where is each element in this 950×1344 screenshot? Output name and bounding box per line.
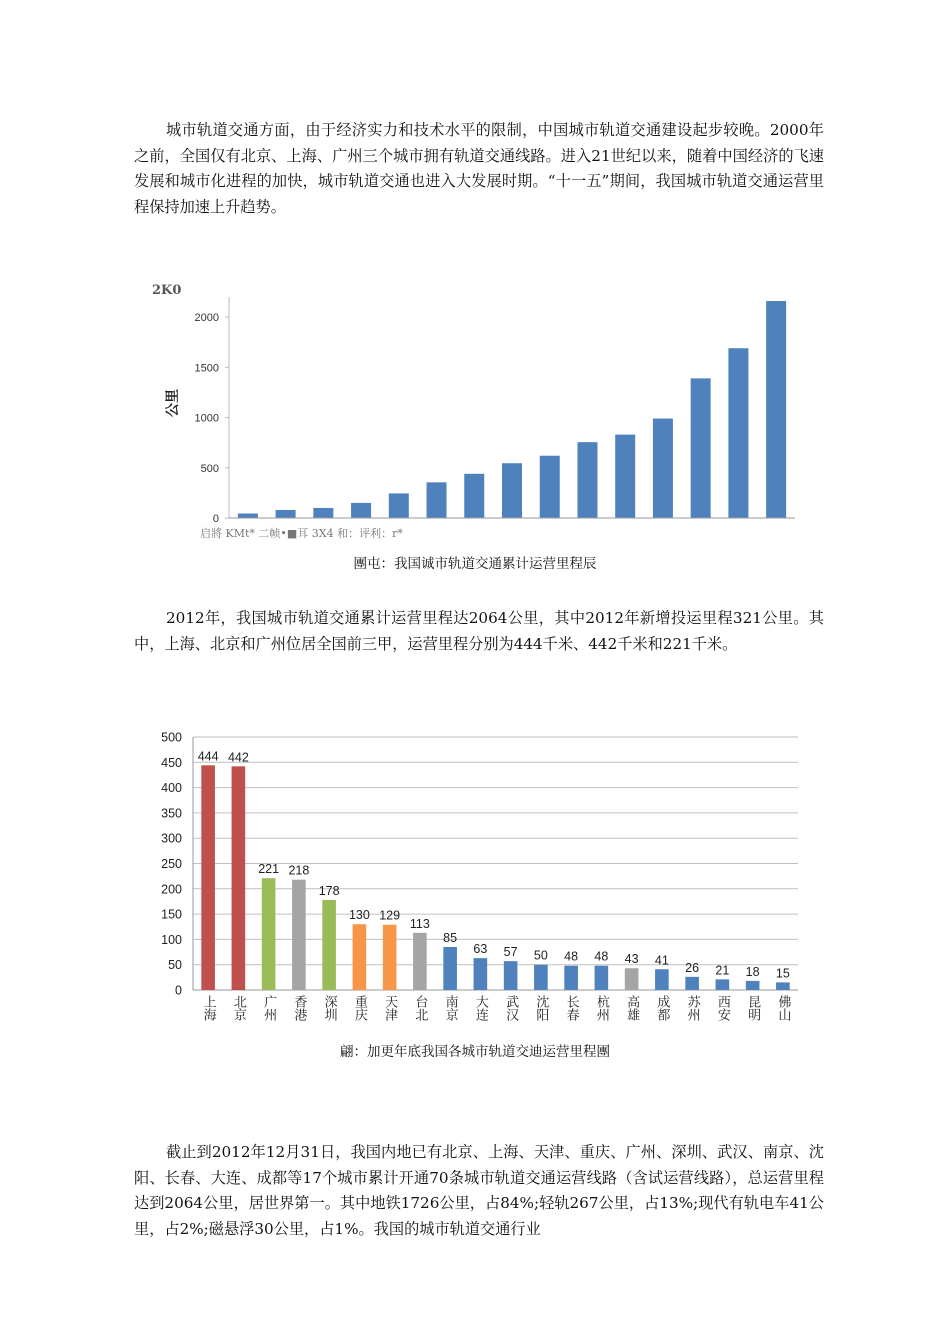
- intro-paragraph: 城市轨道交通方面，由于经济实力和技术水平的限制，中国城市轨道交通建设起步较晚。2000年之前，全国仅有北京、上海、广州三个城市拥有轨道交通线路。进入21世纪以来，随着中国经济的飞速发展和城市化进程的加快，城市轨道交通也进入大发展时期。“十一五”期间，我国城市轨道交通运营里程保持加速上升趋势。: [134, 121, 824, 216]
- chart1-bar: [238, 513, 258, 518]
- chart2-bar: [716, 979, 730, 990]
- chart1-bar: [464, 474, 484, 518]
- chart2-bar: [746, 981, 760, 990]
- chart2-bar: [474, 958, 488, 990]
- chart1-bar: [502, 463, 522, 518]
- chart2-bar: [413, 933, 427, 990]
- chart2-value-label: 129: [379, 908, 401, 923]
- chart1-bar: [313, 508, 333, 518]
- chart2-y-tick-label: 400: [161, 781, 182, 796]
- chart2-value-label: 18: [745, 964, 760, 979]
- chart1-bar: [653, 419, 673, 518]
- chart2-bar: [685, 977, 699, 990]
- chart2-bar: [262, 878, 276, 990]
- chart1-bar: [577, 442, 597, 518]
- chart2-category-label: 沈阳: [533, 995, 549, 1021]
- city-mileage-chart: [0, 728, 950, 1048]
- chart2-value-label: 130: [348, 908, 370, 923]
- chart2-category-label: 南京: [442, 995, 458, 1021]
- chart2-category-label: 上海: [200, 995, 216, 1021]
- chart2-category-label: 苏州: [684, 995, 700, 1021]
- chart2-bar: [232, 766, 246, 990]
- chart2-bar: [595, 966, 609, 990]
- chart1-bar: [691, 378, 711, 518]
- chart1-y-tick-label: 2000: [194, 312, 219, 325]
- chart1-y-tick-label: 0: [212, 513, 219, 525]
- chart2-value-label: 63: [473, 942, 488, 957]
- chart2-value-label: 50: [533, 948, 548, 963]
- chart2-y-tick-label: 200: [161, 882, 182, 897]
- chart2-category-label: 佛山: [775, 995, 791, 1021]
- chart2-value-label: 178: [318, 883, 340, 898]
- chart1-bar: [766, 301, 786, 518]
- chart2-category-label: 西安: [714, 995, 730, 1021]
- chart1-bar: [540, 456, 560, 518]
- chart2-category-label: 重庆: [351, 995, 367, 1021]
- chart2-category-label: 长春: [563, 995, 579, 1021]
- cumulative-mileage-chart: [0, 275, 950, 545]
- chart2-value-label: 43: [624, 952, 639, 967]
- chart2-bar: [776, 982, 790, 990]
- chart1-bar: [728, 348, 748, 518]
- chart2-value-label: 221: [258, 862, 280, 877]
- chart2-value-label: 21: [715, 963, 730, 978]
- chart1-caption: 團屯：我国诚市轨道交通累计运营里程辰: [353, 556, 597, 572]
- chart1-bar: [427, 482, 447, 518]
- chart2-category-label: 台北: [412, 995, 428, 1021]
- chart2-value-label: 15: [775, 966, 790, 981]
- chart2-category-label: 天津: [382, 995, 398, 1021]
- chart1-y-tick-label: 1000: [194, 412, 219, 425]
- chart2-bar: [383, 925, 397, 990]
- chart2-y-tick-label: 0: [175, 983, 182, 998]
- chart1-bar: [351, 503, 371, 518]
- chart1-y-tick-label: 1500: [194, 362, 219, 375]
- chart2-value-label: 113: [409, 916, 430, 931]
- chart2-y-tick-label: 300: [161, 831, 182, 846]
- chart2-value-label: 48: [564, 949, 579, 964]
- chart1-x-axis-text: 启將 KMt* 二帧•■耳 3X4 和：评利：r*: [200, 527, 403, 540]
- chart2-bar: [201, 765, 215, 990]
- chart2-category-label: 昆明: [745, 995, 761, 1021]
- chart2-category-label: 香港: [291, 995, 307, 1021]
- chart2-category-label: 大连: [472, 995, 488, 1021]
- chart2-category-label: 武汉: [503, 995, 519, 1021]
- chart1-bar: [276, 510, 296, 518]
- chart2-category-label: 广州: [261, 995, 277, 1021]
- chart2-category-label: 杭州: [593, 995, 609, 1021]
- chart2-category-label: 深圳: [321, 995, 337, 1021]
- chart2-value-label: 85: [443, 930, 458, 945]
- chart2-bar: [443, 947, 457, 990]
- chart2-value-label: 57: [503, 945, 518, 960]
- chart2-category-label: 北京: [230, 995, 246, 1021]
- chart2-y-tick-label: 500: [161, 730, 182, 745]
- chart2-bar: [504, 961, 518, 990]
- chart1-y-tick-label: 500: [200, 462, 219, 475]
- chart2-value-label: 26: [685, 960, 700, 975]
- chart2-bar: [534, 965, 548, 990]
- chart2-y-tick-label: 450: [161, 755, 182, 770]
- chart2-value-label: 444: [197, 749, 219, 764]
- chart2-bar: [625, 968, 639, 990]
- chart2-y-tick-label: 150: [161, 907, 182, 922]
- chart2-value-label: 41: [654, 953, 669, 968]
- chart2-bar: [353, 924, 367, 990]
- chart2-caption: 翩：加更年底我国各城市轨道交迪运营里程團: [340, 1044, 610, 1060]
- mileage-2012-paragraph: 2012年，我国城市轨道交通累计运营里程达2064公里，其中2012年新增投运里程321公里。其中，上海、北京和广州位居全国前三甲，运营里程分别为444千米、442千米和221千米。: [134, 609, 824, 653]
- chart1-bar: [615, 435, 635, 518]
- chart2-category-label: 成都: [654, 995, 670, 1021]
- chart2-value-label: 218: [288, 863, 310, 878]
- chart2-y-tick-label: 50: [168, 958, 182, 973]
- chart2-value-label: 442: [227, 750, 249, 765]
- chart2-value-label: 48: [594, 949, 609, 964]
- chart2-bar: [564, 966, 578, 990]
- chart1-bar: [389, 493, 409, 518]
- chart2-y-tick-label: 250: [161, 857, 182, 871]
- chart1-y-axis-title: 公里: [165, 389, 181, 417]
- chart2-bar: [655, 969, 669, 990]
- chart2-category-label: 高雄: [624, 995, 640, 1021]
- chart1-top-label: 2K0: [152, 283, 182, 298]
- chart2-y-tick-label: 100: [161, 932, 182, 947]
- chart2-y-tick-label: 350: [161, 806, 182, 821]
- chart2-bar: [292, 880, 306, 990]
- chart2-bar: [322, 900, 336, 990]
- summary-paragraph: 截止到2012年12月31日，我国内地已有北京、上海、天津、重庆、广州、深圳、武汉、南京、沈阳、长春、大连、成都等17个城市累计开通70条城市轨道交通运营线路（含试运营线路），总运营里程达到2064公里，居世界第一。其中地铁1726公里，占84%;轻轨267公里，占13%;现代有轨电车41公里，占2%;磁悬浮30公里，占1%。我国的城市轨道交通行业: [134, 1143, 824, 1238]
